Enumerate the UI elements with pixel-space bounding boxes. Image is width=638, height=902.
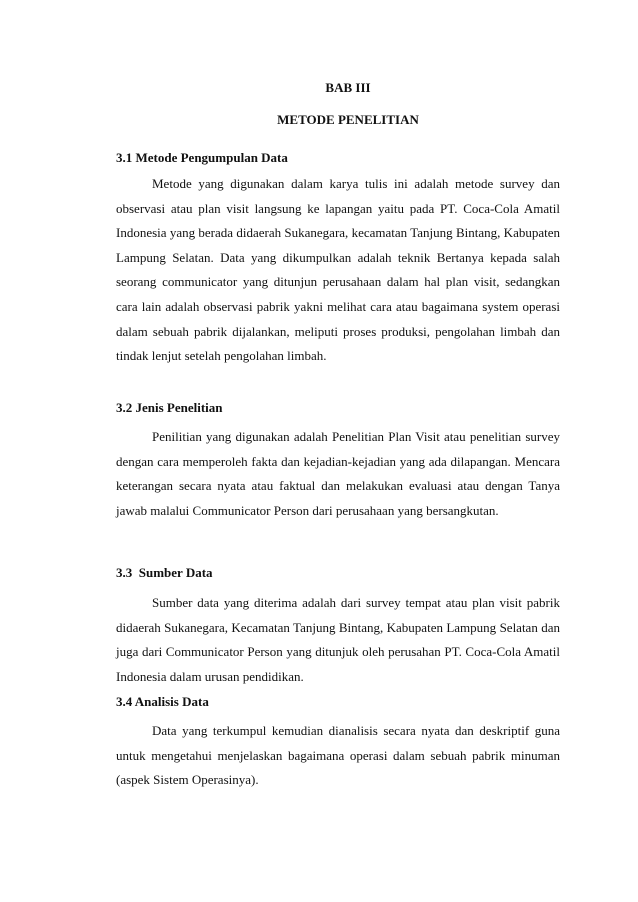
- section-paragraph-3-2: Penilitian yang digunakan adalah Penelitian Plan Visit atau penelitian survey dengan cara memperoleh fakta dan kejadian-kejadian yang ada dilapangan. Mencara keterangan secara nyata atau faktual dan melakukan evaluasi atau dengan Tanya jawab malalui Communicator Person dari perusahaan yang bersangkutan.: [116, 429, 560, 518]
- section-paragraph-3-3: Sumber data yang diterima adalah dari survey tempat atau plan visit pabrik didaerah Sukanegara, Kecamatan Tanjung Bintang, Kabupaten Lampung Selatan dan juga dari Communicator Person yang ditunjuk oleh perusahan PT. Coca-Cola Amatil Indonesia dalam urusan pendidikan.: [116, 595, 560, 684]
- chapter-title: METODE PENELITIAN: [277, 112, 419, 127]
- section-paragraph-3-1: Metode yang digunakan dalam karya tulis ini adalah metode survey dan observasi atau plan visit langsung ke lapangan yaitu pada PT. Coca-Cola Amatil Indonesia yang berada didaerah Sukanegara, kecamatan Tanjung Bintang, Kabupaten Lampung Selatan. Data yang dikumpulkan adalah teknik Bertanya kepada salah seorang communicator yang ditunjun perusahaan dalam hal plan visit, sedangkan cara lain adalah observasi pabrik yakni melihat cara atau bagaimana system operasi dalam sebuah pabrik dijalankan, meliputi proses produksi, pengolahan limbah dan tindak lenjut setelah pengolahan limbah.: [116, 176, 560, 364]
- section-heading-3-4: 3.4 Analisis Data: [116, 694, 209, 709]
- section-heading-3-1: 3.1 Metode Pengumpulan Data: [116, 150, 288, 165]
- section-heading-3-3: 3.3 Sumber Data: [116, 565, 213, 580]
- section-heading-3-2: 3.2 Jenis Penelitian: [116, 400, 223, 415]
- chapter-number: BAB III: [325, 80, 371, 95]
- section-paragraph-3-4: Data yang terkumpul kemudian dianalisis secara nyata dan deskriptif guna untuk mengetahui menjelaskan bagaimana operasi dalam sebuah pabrik minuman (aspek Sistem Operasinya).: [116, 723, 560, 788]
